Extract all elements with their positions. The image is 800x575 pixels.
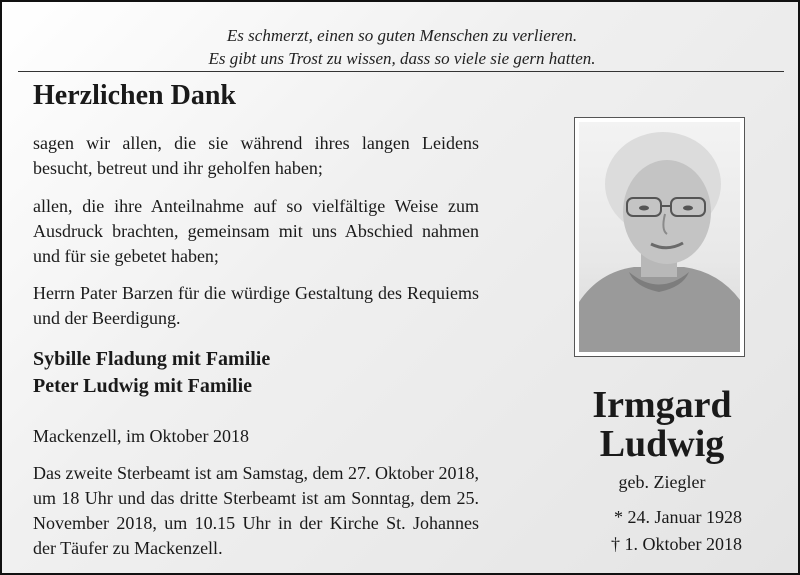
signatures (33, 346, 270, 400)
deceased-birth-name: geb. Ziegler (618, 472, 706, 492)
thanks-paragraph-3: Herrn Pater Barzen für die würdige Gestaltung des Requiems und der Beerdigung. (33, 283, 479, 328)
signature-1: Sybille Fladung mit Familie (33, 348, 271, 370)
portrait-illustration (579, 122, 740, 352)
deceased-first-name: Irmgard (592, 384, 732, 426)
motto-line-2: Es gibt uns Trost zu wissen, dass so viele sie gern hatten. (208, 49, 596, 68)
portrait-photo (579, 122, 740, 352)
divider (18, 71, 784, 72)
thanks-paragraph-1: sagen wir allen, die sie während ihres langen Leidens besucht, betreut und ihr geholfen haben; (33, 133, 479, 178)
motto-line-1: Es schmerzt, einen so guten Menschen zu verlieren. (226, 26, 578, 45)
birth-date: * 24. Januar 1928 (614, 507, 742, 527)
portrait-frame (574, 117, 745, 357)
thanks-paragraph-2: allen, die ihre Anteilnahme auf so vielfältige Weise zum Ausdruck brachten, gemeinsam mit uns Abschied nahmen und für sie gebetet haben; (33, 196, 479, 266)
thanks-heading: Herzlichen Dank (33, 80, 236, 111)
death-date: † 1. Oktober 2018 (611, 534, 742, 554)
service-note: Das zweite Sterbeamt ist am Samstag, dem 27. Oktober 2018, um 18 Uhr und das dritte Sterbeamt ist am Sonntag, dem 25. November 2018, um 10.15 Uhr in der Kirche St. Johannes der Täufer zu Mackenzell. (33, 463, 479, 558)
signature-2: Peter Ludwig mit Familie (33, 375, 253, 397)
place-date: Mackenzell, im Oktober 2018 (33, 426, 249, 446)
deceased-last-name: Ludwig (599, 423, 725, 465)
motto (2, 24, 800, 70)
